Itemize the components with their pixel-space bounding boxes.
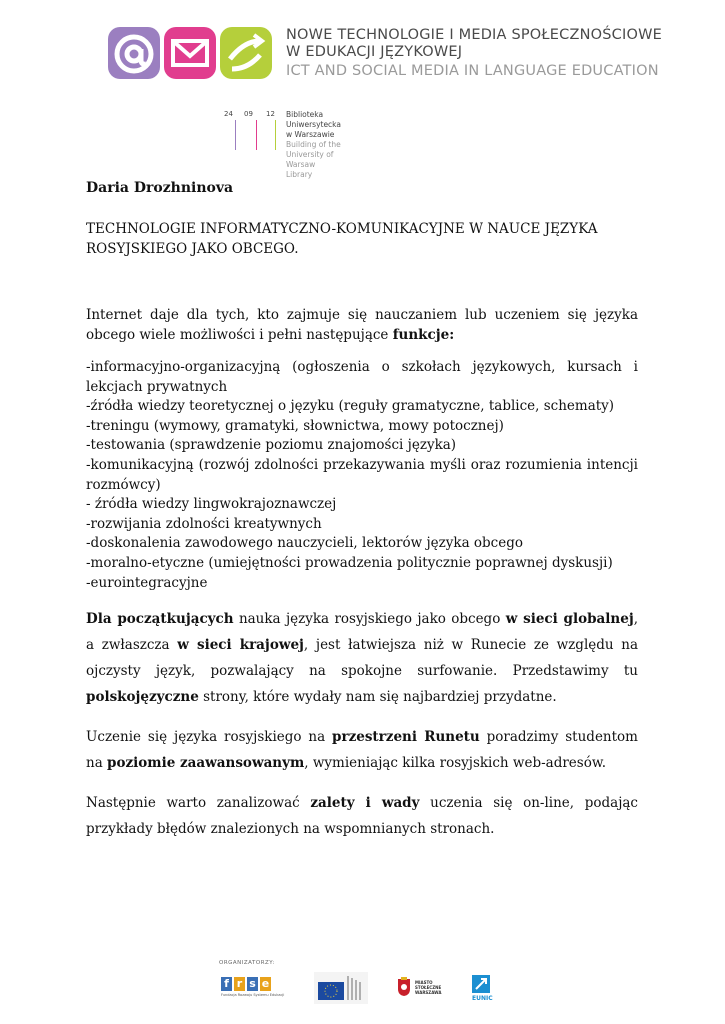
list-item: - źródła wiedzy lingwokrajoznawczej: [86, 496, 337, 513]
at-sign-icon: [108, 27, 160, 79]
document-title: TECHNOLOGIE INFORMATYCZNO-KOMUNIKACYJNE W NAUCE JĘZYKA ROSYJSKIEGO JAKO OBCEGO.: [86, 221, 598, 257]
arrows-icon: [220, 27, 272, 79]
eu-logo: [314, 972, 368, 1008]
venue-pl: Biblioteka Uniwersytecka w Warszawie: [286, 110, 341, 139]
conference-title-en: ICT AND SOCIAL MEDIA IN LANGUAGE EDUCATION: [286, 63, 659, 79]
date-month: 09: [244, 110, 253, 118]
list-item: -źródła wiedzy teoretycznej o języku (reguły gramatyczne, tablice, schematy): [86, 398, 615, 415]
list-item: -eurointegracyjne: [86, 574, 208, 591]
paragraph-advanced: Uczenie się języka rosyjskiego na przestrzeni Runetu poradzimy studentom na poziomie zaawansowanym, wymieniając kilka rosyjskich web-adresów.: [86, 729, 638, 771]
conference-title-pl-line1: NOWE TECHNOLOGIE I MEDIA SPOŁECZNOŚCIOWE: [286, 27, 662, 43]
frse-logo: f r s e Fundacja Rozwoju Systemu Edukacji: [221, 977, 285, 997]
divider: [256, 120, 257, 150]
envelope-icon: [164, 27, 216, 79]
venue: [286, 110, 341, 180]
warsaw-logo: MIASTO STOŁECZNE WARSZAWA: [397, 977, 445, 997]
eunic-logo: EUNIC: [472, 975, 493, 1002]
date-day: 24: [224, 110, 233, 118]
organizers-label: ORGANIZATORZY:: [219, 960, 275, 966]
list-item: -informacyjno-organizacyjną (ogłoszenia o szkołach językowych, kursach i lekcjach prywatnych: [86, 359, 638, 395]
paragraph-analysis: Następnie warto zanalizować zalety i wady uczenia się on-line, podając przykłady błędów znalezionych na wspomnianych stronach.: [86, 795, 638, 837]
divider: [275, 120, 276, 150]
intro-paragraph: Internet daje dla tych, kto zajmuje się nauczaniem lub uczeniem się języka obcego wiele możliwości i pełni następujące funkcje:: [86, 307, 638, 343]
paragraph-beginners: Dla początkujących nauka języka rosyjskiego jako obcego w sieci globalnej, a zwłaszcza w sieci krajowej, jest łatwiejsza niż w Runecie ze względu na ojczysty język, pozwalający na spokojne surfowanie. Przedstawimy tu polskojęzyczne strony, które wydały nam się najbardziej przydatne.: [86, 611, 639, 705]
conference-title-pl-line2: W EDUKACJI JĘZYKOWEJ: [286, 44, 463, 60]
list-item: -testowania (sprawdzenie poziomu znajomości języka): [86, 437, 457, 454]
conference-title: [286, 27, 662, 80]
list-item: -komunikacyjną (rozwój zdolności przekazywania myśli oraz rozumienia intencji rozmówcy): [86, 456, 638, 493]
list-item: -doskonalenia zawodowego nauczycieli, lektorów języka obcego: [86, 535, 524, 552]
list-item: -treningu (wymowy, gramatyki, słownictwa, mowy potocznej): [86, 417, 504, 434]
conference-logo: [108, 27, 272, 81]
divider: [235, 120, 236, 150]
author-name: Daria Drozhninova: [86, 180, 234, 196]
venue-en: Building of the University of Warsaw Library: [286, 140, 341, 179]
functions-list: [86, 358, 638, 593]
date-year: 12: [266, 110, 275, 118]
list-item: -moralno-etyczne (umiejętności prowadzenia politycznie poprawnej dyskusji): [86, 554, 613, 571]
list-item: -rozwijania zdolności kreatywnych: [86, 515, 322, 532]
